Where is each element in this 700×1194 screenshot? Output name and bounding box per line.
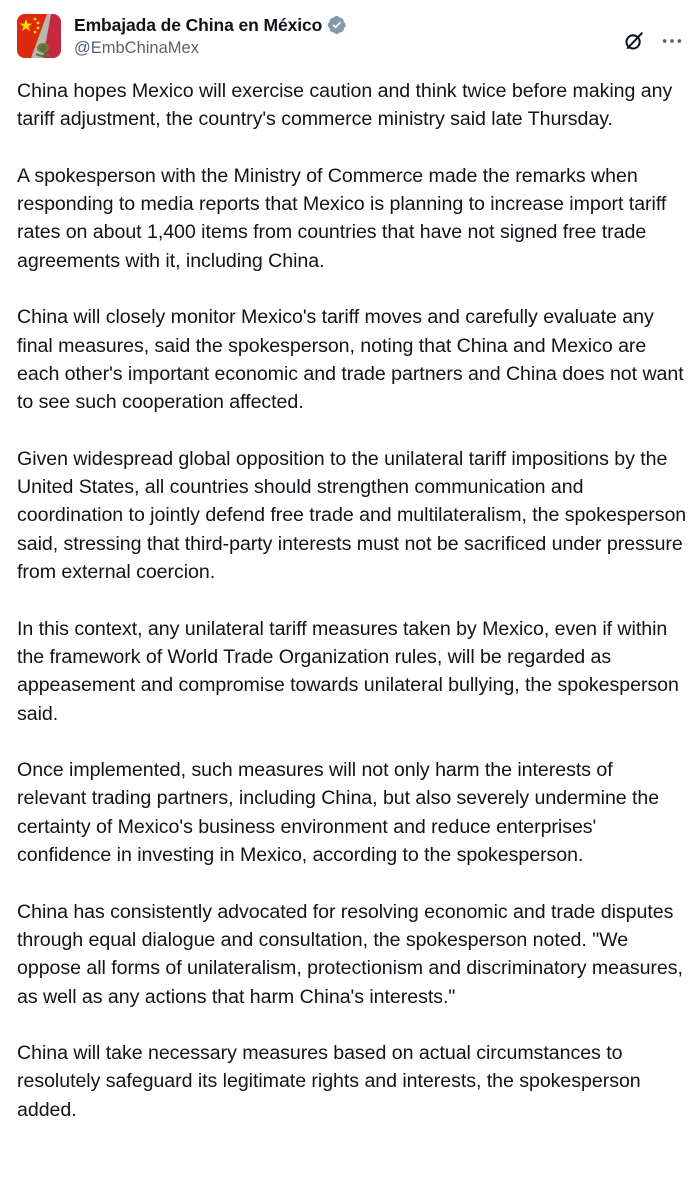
author-name-row xyxy=(74,12,347,38)
author-identity xyxy=(74,12,347,58)
post-paragraph: China will closely monitor Mexico's tariff moves and carefully evaluate any final measures, said the spokesperson, noting that China and Mexico are each other's important economic and trade partners and China does not want to see such cooperation affected. xyxy=(17,306,684,414)
post-header xyxy=(17,12,683,64)
more-icon[interactable] xyxy=(661,30,683,52)
grok-icon[interactable] xyxy=(623,30,645,52)
post-paragraph: Given widespread global opposition to the unilateral tariff impositions by the United States, all countries should strengthen communication and coordination to jointly defend free trade and multilateralism, the spokesperson said, stressing that third-party interests must not be sacrificed under pressure from external coercion. xyxy=(17,447,687,584)
post-text xyxy=(17,77,687,1124)
post-paragraph: China will take necessary measures based on actual circumstances to resolutely safeguard its legitimate rights and interests, the spokesperson added. xyxy=(17,1042,641,1121)
post-paragraph: In this context, any unilateral tariff measures taken by Mexico, even if within the framework of World Trade Organization rules, will be regarded as appeasement and compromise towards unilateral bullying, the spokesperson said. xyxy=(17,617,679,725)
post-paragraph: China hopes Mexico will exercise caution and think twice before making any tariff adjustment, the country's commerce ministry said late Thursday. xyxy=(17,80,673,131)
header-actions xyxy=(623,26,683,56)
post-paragraph: China has consistently advocated for resolving economic and trade disputes through equal dialogue and consultation, the spokesperson noted. "We oppose all forms of unilateralism, protectionism and discriminatory measures, as well as any actions that harm China's interests." xyxy=(17,900,683,1008)
avatar[interactable] xyxy=(17,14,61,58)
author-display-name[interactable]: Embajada de China en México xyxy=(74,14,323,35)
post-paragraph: A spokesperson with the Ministry of Commerce made the remarks when responding to media reports that Mexico is planning to increase import tariff rates on about 1,400 items from countries that have not signed free trade agreements with it, including China. xyxy=(17,164,667,272)
author-handle[interactable]: @EmbChinaMex xyxy=(74,39,199,57)
china-mexico-flags-avatar-icon xyxy=(17,14,61,58)
post-paragraph: Once implemented, such measures will not only harm the interests of relevant trading partners, including China, but also severely undermine the certainty of Mexico's business environment and reduce enterprises' confidence in investing in Mexico, according to the spokesperson. xyxy=(17,759,660,867)
verified-badge-icon[interactable] xyxy=(327,15,347,35)
